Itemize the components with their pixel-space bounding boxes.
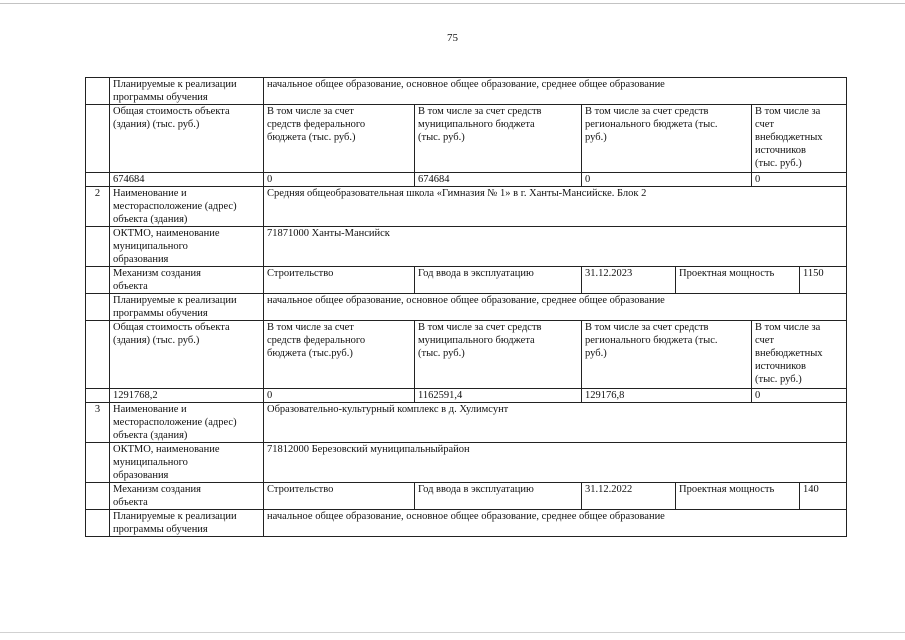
capacity-value: 1150 bbox=[800, 267, 847, 294]
header-extrabudget: В том числе за счет внебюджетных источников (тыс. руб.) bbox=[752, 321, 847, 389]
extrabudget-value: 0 bbox=[752, 173, 847, 187]
programs-value: начальное общее образование, основное общее образование, среднее общее образование bbox=[264, 510, 847, 537]
municipal-value: 1162591,4 bbox=[415, 389, 582, 403]
object-name: Образовательно-культурный комплекс в д. Хулимсунт bbox=[264, 403, 847, 443]
row-number bbox=[86, 173, 110, 187]
regional-value: 129176,8 bbox=[582, 389, 752, 403]
object-name: Средняя общеобразовательная школа «Гимназия № 1» в г. Ханты-Мансийске. Блок 2 bbox=[264, 187, 847, 227]
label-planned-programs: Планируемые к реализации программы обучения bbox=[110, 510, 264, 537]
header-regional: В том числе за счет средств регионального бюджета (тыс. руб.) bbox=[582, 321, 752, 389]
row-number bbox=[86, 389, 110, 403]
header-extrabudget: В том числе за счет внебюджетных источников (тыс. руб.) bbox=[752, 105, 847, 173]
label-oktmo: ОКТМО, наименование муниципального образования bbox=[110, 443, 264, 483]
row-number: 2 bbox=[86, 187, 110, 227]
table-row bbox=[86, 403, 847, 443]
label-name-location: Наименование и месторасположение (адрес) объекта (здания) bbox=[110, 187, 264, 227]
federal-value: 0 bbox=[264, 173, 415, 187]
table-row bbox=[86, 389, 847, 403]
extrabudget-value: 0 bbox=[752, 389, 847, 403]
label-total-cost: Общая стоимость объекта (здания) (тыс. руб.) bbox=[110, 321, 264, 389]
label-year: Год ввода в эксплуатацию bbox=[415, 483, 582, 510]
table-row bbox=[86, 227, 847, 267]
regional-value: 0 bbox=[582, 173, 752, 187]
mechanism-value: Строительство bbox=[264, 267, 415, 294]
label-total-cost: Общая стоимость объекта (здания) (тыс. руб.) bbox=[110, 105, 264, 173]
year-value: 31.12.2023 bbox=[582, 267, 676, 294]
scan-bottom-edge bbox=[0, 632, 905, 633]
header-regional: В том числе за счет средств регионального бюджета (тыс. руб.) bbox=[582, 105, 752, 173]
row-number bbox=[86, 510, 110, 537]
row-number bbox=[86, 227, 110, 267]
label-capacity: Проектная мощность bbox=[676, 267, 800, 294]
programs-value: начальное общее образование, основное общее образование, среднее общее образование bbox=[264, 78, 847, 105]
header-federal: В том числе за счет средств федерального бюджета (тыс. руб.) bbox=[264, 105, 415, 173]
table-row bbox=[86, 173, 847, 187]
label-planned-programs: Планируемые к реализации программы обучения bbox=[110, 78, 264, 105]
label-mechanism: Механизм создания объекта bbox=[110, 483, 264, 510]
total-cost-value: 1291768,2 bbox=[110, 389, 264, 403]
table-row bbox=[86, 443, 847, 483]
row-number bbox=[86, 105, 110, 173]
table-row bbox=[86, 78, 847, 105]
row-number bbox=[86, 321, 110, 389]
scan-top-edge bbox=[0, 3, 905, 4]
year-value: 31.12.2022 bbox=[582, 483, 676, 510]
federal-value: 0 bbox=[264, 389, 415, 403]
label-oktmo: ОКТМО, наименование муниципального образования bbox=[110, 227, 264, 267]
investment-objects-table bbox=[85, 77, 847, 537]
label-planned-programs: Планируемые к реализации программы обучения bbox=[110, 294, 264, 321]
table-row bbox=[86, 294, 847, 321]
table-row bbox=[86, 321, 847, 389]
header-municipal: В том числе за счет средств муниципального бюджета (тыс. руб.) bbox=[415, 321, 582, 389]
row-number bbox=[86, 443, 110, 483]
capacity-value: 140 bbox=[800, 483, 847, 510]
table-row bbox=[86, 483, 847, 510]
programs-value: начальное общее образование, основное общее образование, среднее общее образование bbox=[264, 294, 847, 321]
total-cost-value: 674684 bbox=[110, 173, 264, 187]
municipal-value: 674684 bbox=[415, 173, 582, 187]
page-number: 75 bbox=[447, 32, 458, 44]
row-number bbox=[86, 267, 110, 294]
table-row bbox=[86, 510, 847, 537]
label-name-location: Наименование и месторасположение (адрес) объекта (здания) bbox=[110, 403, 264, 443]
oktmo-value: 71812000 Березовский муниципальныйрайон bbox=[264, 443, 847, 483]
table-row bbox=[86, 105, 847, 173]
mechanism-value: Строительство bbox=[264, 483, 415, 510]
row-number: 3 bbox=[86, 403, 110, 443]
label-year: Год ввода в эксплуатацию bbox=[415, 267, 582, 294]
row-number bbox=[86, 483, 110, 510]
row-number bbox=[86, 294, 110, 321]
header-municipal: В том числе за счет средств муниципального бюджета (тыс. руб.) bbox=[415, 105, 582, 173]
oktmo-value: 71871000 Ханты-Мансийск bbox=[264, 227, 847, 267]
label-mechanism: Механизм создания объекта bbox=[110, 267, 264, 294]
table-row bbox=[86, 267, 847, 294]
label-capacity: Проектная мощность bbox=[676, 483, 800, 510]
table-row bbox=[86, 187, 847, 227]
header-federal: В том числе за счет средств федерального бюджета (тыс.руб.) bbox=[264, 321, 415, 389]
row-number bbox=[86, 78, 110, 105]
